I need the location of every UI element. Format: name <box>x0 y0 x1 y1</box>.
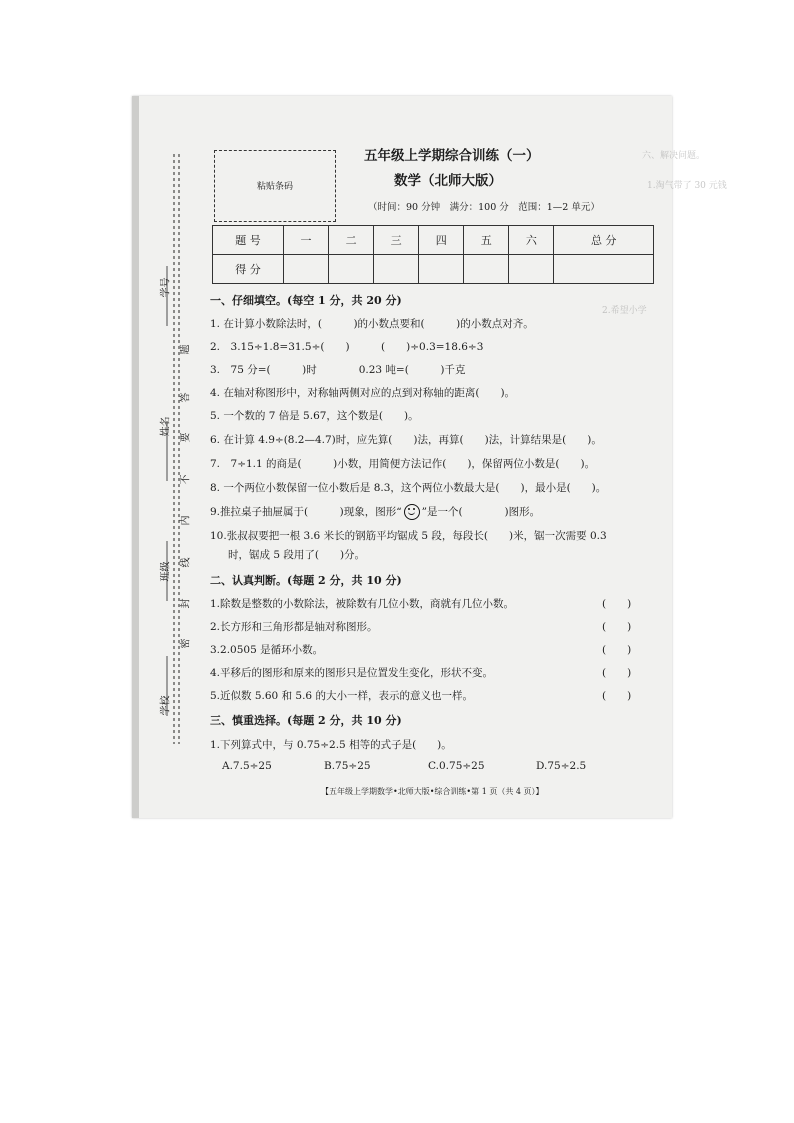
answer-paren[interactable]: ( ) <box>602 621 632 633</box>
answer-paren[interactable]: ( ) <box>602 644 632 656</box>
barcode-area <box>214 150 336 222</box>
exam-title: 五年级上学期综合训练（一） <box>364 148 540 164</box>
score-input-cell[interactable] <box>284 255 329 284</box>
question-1-3: 3. 75 分=( )时 0.23 吨=( )千克 <box>210 364 466 376</box>
seal-char: 内 <box>180 515 192 526</box>
score-table-cell: 三 <box>374 226 419 255</box>
score-table-header-row <box>213 226 654 255</box>
choice-option-d[interactable]: D.75÷2.5 <box>536 760 587 772</box>
score-table <box>212 225 654 284</box>
choice-option-a[interactable]: A.7.5÷25 <box>222 760 272 772</box>
score-table-cell: 得 分 <box>213 255 284 284</box>
seal-char: 要 <box>180 432 192 443</box>
question-1-6: 6. 在计算 4.9÷(8.2—4.7)时，应先算( )法，再算( )法，计算结果是( )。 <box>210 434 602 446</box>
section-1-heading: 一、仔细填空。(每空 1 分，共 20 分) <box>210 294 402 307</box>
page-footer: 【五年级上学期数学•北师大版•综合训练•第 1 页（共 4 页）】 <box>321 787 544 796</box>
score-input-cell[interactable] <box>464 255 509 284</box>
bleed-text: 六、解决问题。 <box>642 151 706 161</box>
class-label: 班级 <box>160 561 172 582</box>
question-1-4: 4. 在轴对称图形中，对称轴两侧对应的点到对称轴的距离( )。 <box>210 387 516 399</box>
exam-info: （时间：90 分钟 满分：100 分 范围：1—2 单元） <box>368 202 600 213</box>
seal-char: 答 <box>180 392 192 403</box>
seal-char: 线 <box>180 557 192 568</box>
score-table-cell: 六 <box>509 226 554 255</box>
judgement-item-2: 2.长方形和三角形都是轴对称图形。 <box>210 621 378 633</box>
judgement-item-3: 3.2.0505 是循环小数。 <box>210 644 324 656</box>
question-1-9-part-b: ”是一个( )图形。 <box>421 506 541 518</box>
score-table-cell: 五 <box>464 226 509 255</box>
section-2-heading: 二、认真判断。(每题 2 分，共 10 分) <box>210 574 402 587</box>
question-1-2: 2. 3.15÷1.8=31.5÷( ) ( )÷0.3=18.6÷3 <box>210 341 484 353</box>
seal-char: 题 <box>180 344 192 355</box>
bleed-text: 1.淘气带了 30 元钱 <box>647 181 727 191</box>
exam-paper <box>132 96 727 818</box>
question-1-8: 8. 一个两位小数保留一位小数后是 8.3，这个两位小数最大是( )，最小是( )。 <box>210 482 607 494</box>
judgement-item-4: 4.平移后的图形和原来的图形只是位置发生变化，形状不变。 <box>210 667 494 679</box>
question-1-10-line-2: 时，锯成 5 段用了( )分。 <box>228 549 366 561</box>
score-input-cell[interactable] <box>329 255 374 284</box>
score-table-cell: 一 <box>284 226 329 255</box>
score-table-cell: 二 <box>329 226 374 255</box>
section-3-heading: 三、慎重选择。(每题 2 分，共 10 分) <box>210 714 402 727</box>
question-1-9 <box>210 504 540 520</box>
question-1-1: 1. 在计算小数除法时，( )的小数点要和( )的小数点对齐。 <box>210 318 534 330</box>
seal-char: 密 <box>180 638 192 649</box>
barcode-label: 粘贴条码 <box>256 182 293 192</box>
score-table-cell: 四 <box>419 226 464 255</box>
score-input-cell[interactable] <box>374 255 419 284</box>
score-input-cell[interactable] <box>554 255 654 284</box>
score-table-cell: 题 号 <box>213 226 284 255</box>
question-1-10-line-1: 10.张叔叔要把一根 3.6 米长的钢筋平均锯成 5 段，每段长( )米，锯一次需要 0.3 <box>210 530 607 542</box>
answer-paren[interactable]: ( ) <box>602 598 632 610</box>
choice-option-b[interactable]: B.75÷25 <box>324 760 371 772</box>
seal-char: 不 <box>180 474 192 485</box>
student-number-label: 学号 <box>160 277 172 298</box>
score-table-score-row <box>213 255 654 284</box>
score-table-cell: 总 分 <box>554 226 654 255</box>
school-label: 学校 <box>160 695 172 716</box>
answer-paren[interactable]: ( ) <box>602 690 632 702</box>
choice-question-1: 1.下列算式中，与 0.75÷2.5 相等的式子是( )。 <box>210 739 452 751</box>
bleed-text: 2.希望小学 <box>602 306 647 316</box>
judgement-item-5: 5.近似数 5.60 和 5.6 的大小一样，表示的意义也一样。 <box>210 690 473 702</box>
smiley-face-icon <box>404 504 420 520</box>
name-label: 姓名 <box>160 416 172 437</box>
question-1-9-part-a: 9.推拉桌子抽屉属于( )现象，图形“ <box>210 506 402 518</box>
choice-option-c[interactable]: C.0.75÷25 <box>428 760 485 772</box>
seal-char: 封 <box>180 598 192 609</box>
question-1-5: 5. 一个数的 7 倍是 5.67，这个数是( )。 <box>210 410 419 422</box>
score-input-cell[interactable] <box>509 255 554 284</box>
score-input-cell[interactable] <box>419 255 464 284</box>
answer-paren[interactable]: ( ) <box>602 667 632 679</box>
judgement-item-1: 1.除数是整数的小数除法，被除数有几位小数，商就有几位小数。 <box>210 598 515 610</box>
exam-subtitle: 数学（北师大版） <box>394 173 502 189</box>
question-1-7: 7. 7÷1.1 的商是( )小数，用简便方法记作( )，保留两位小数是( )。 <box>210 458 596 470</box>
